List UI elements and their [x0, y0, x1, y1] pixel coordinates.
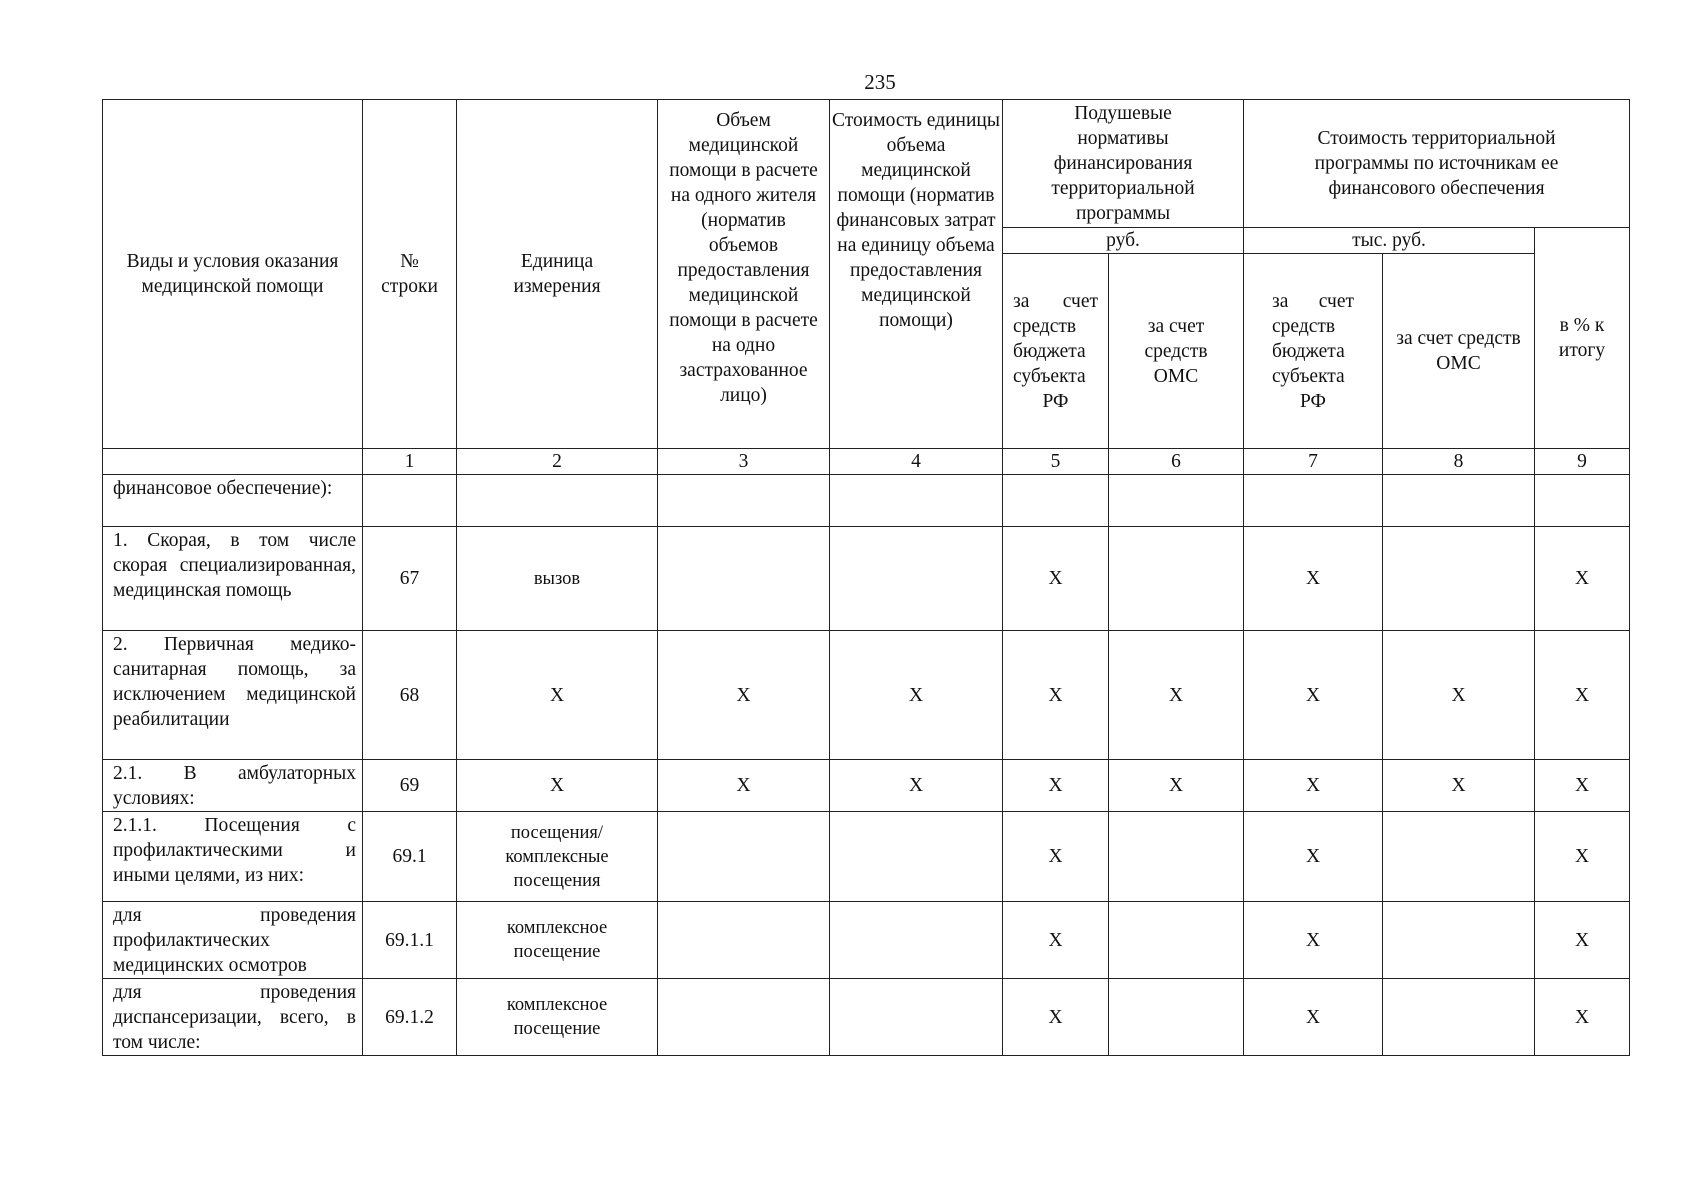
cell-col9: Х [1535, 631, 1630, 760]
column-number: 9 [1535, 449, 1630, 475]
cell-col9: Х [1535, 902, 1630, 979]
cell-col9: Х [1535, 760, 1630, 812]
cell-col3 [658, 475, 830, 527]
column-numbers-row [103, 449, 1630, 475]
row-unit: Х [457, 760, 658, 812]
column-number: 1 [363, 449, 457, 475]
table-row [103, 760, 1630, 812]
cell-col9 [1535, 475, 1630, 527]
cell-col7: Х [1244, 902, 1383, 979]
cell-col7: Х [1244, 760, 1383, 812]
cell-col4 [830, 475, 1003, 527]
row-number: 69.1.1 [363, 902, 457, 979]
header-type-of-care: Виды и условия оказания медицинской помощи [103, 100, 363, 449]
row-name: 1. Скорая, в том числе скорая специализированная, медицинская помощь [103, 527, 363, 631]
header-unit-rub: руб. [1003, 228, 1244, 254]
cell-col5: Х [1003, 631, 1109, 760]
cell-col4: Х [830, 631, 1003, 760]
cell-col5: Х [1003, 760, 1109, 812]
header-oms-thousand: за счет средств ОМС [1383, 254, 1535, 449]
row-name: 2.1. В амбулаторных условиях: [103, 760, 363, 812]
cell-col4: Х [830, 760, 1003, 812]
row-number: 69.1 [363, 812, 457, 902]
cell-col9: Х [1535, 812, 1630, 902]
page-number: 235 [864, 70, 896, 94]
header-oms-rub: за счет средств ОМС [1109, 254, 1244, 449]
cell-col6 [1109, 527, 1244, 631]
column-number: 4 [830, 449, 1003, 475]
column-number: 3 [658, 449, 830, 475]
cell-col3: Х [658, 631, 830, 760]
cell-col6: Х [1109, 760, 1244, 812]
row-unit [457, 475, 658, 527]
header-unit: Единица измерения [457, 100, 658, 449]
cell-col5 [1003, 475, 1109, 527]
cell-col6 [1109, 979, 1244, 1056]
row-name: для проведения профилактических медицинских осмотров [103, 902, 363, 979]
header-volume: Объем медицинской помощи в расчете на одного жителя (норматив объемов предоставления медицинской помощи в расчете на одно застрахованное лицо) [658, 100, 830, 449]
column-number: 7 [1244, 449, 1383, 475]
cell-col7: Х [1244, 979, 1383, 1056]
row-number: 67 [363, 527, 457, 631]
row-number: 69.1.2 [363, 979, 457, 1056]
cell-col6: Х [1109, 631, 1244, 760]
cell-col6 [1109, 812, 1244, 902]
row-unit: комплексное посещение [457, 902, 658, 979]
cell-col3 [658, 812, 830, 902]
column-number: 2 [457, 449, 658, 475]
cell-col9: Х [1535, 527, 1630, 631]
table-row [103, 475, 1630, 527]
cell-col5: Х [1003, 527, 1109, 631]
header-unit-cost: Стоимость единицы объема медицинской помощи (норматив финансовых затрат на единицу объема предоставления медицинской помощи) [830, 100, 1003, 449]
cell-col8: Х [1383, 760, 1535, 812]
cell-col5: Х [1003, 812, 1109, 902]
row-unit: комплексное посещение [457, 979, 658, 1056]
table-row [103, 902, 1630, 979]
cell-col7: Х [1244, 631, 1383, 760]
row-name: 2.1.1. Посещения с профилактическими и иными целями, из них: [103, 812, 363, 902]
cell-col3: Х [658, 760, 830, 812]
cell-col3 [658, 527, 830, 631]
header-budget-rub: за счет средств бюджета субъекта РФ [1003, 254, 1109, 449]
cell-col3 [658, 979, 830, 1056]
cell-col3 [658, 902, 830, 979]
header-percent-of-total: в % к итогу [1535, 228, 1630, 449]
row-unit: посещения/ комплексные посещения [457, 812, 658, 902]
row-number [363, 475, 457, 527]
column-number [103, 449, 363, 475]
header-budget-thousand: за счет средств бюджета субъекта РФ [1244, 254, 1383, 449]
table-row [103, 812, 1630, 902]
header-total-cost-group: Стоимость территориальной программы по источникам ее финансового обеспечения [1244, 100, 1630, 228]
cell-col8 [1383, 475, 1535, 527]
cell-col8 [1383, 527, 1535, 631]
cell-col7: Х [1244, 527, 1383, 631]
program-cost-table [102, 99, 1630, 1056]
header-per-capita-group: Подушевые нормативы финансирования территориальной программы [1003, 100, 1244, 228]
cell-col4 [830, 812, 1003, 902]
row-name: 2. Первичная медико-санитарная помощь, за исключением медицинской реабилитации [103, 631, 363, 760]
table-row [103, 527, 1630, 631]
header-row-number: № строки [363, 100, 457, 449]
cell-col8: Х [1383, 631, 1535, 760]
cell-col9: Х [1535, 979, 1630, 1056]
cell-col6 [1109, 902, 1244, 979]
cell-col4 [830, 902, 1003, 979]
table-row [103, 631, 1630, 760]
row-name: финансовое обеспечение): [103, 475, 363, 527]
cell-col7 [1244, 475, 1383, 527]
cell-col5: Х [1003, 902, 1109, 979]
column-number: 8 [1383, 449, 1535, 475]
cell-col8 [1383, 979, 1535, 1056]
row-number: 69 [363, 760, 457, 812]
row-unit: вызов [457, 527, 658, 631]
cell-col8 [1383, 902, 1535, 979]
cell-col6 [1109, 475, 1244, 527]
header-unit-thousand-rub: тыс. руб. [1244, 228, 1535, 254]
column-number: 5 [1003, 449, 1109, 475]
cell-col4 [830, 527, 1003, 631]
row-name: для проведения диспансеризации, всего, в том числе: [103, 979, 363, 1056]
table-row [103, 979, 1630, 1056]
column-number: 6 [1109, 449, 1244, 475]
cell-col8 [1383, 812, 1535, 902]
cell-col4 [830, 979, 1003, 1056]
cell-col7: Х [1244, 812, 1383, 902]
row-number: 68 [363, 631, 457, 760]
cell-col5: Х [1003, 979, 1109, 1056]
row-unit: Х [457, 631, 658, 760]
